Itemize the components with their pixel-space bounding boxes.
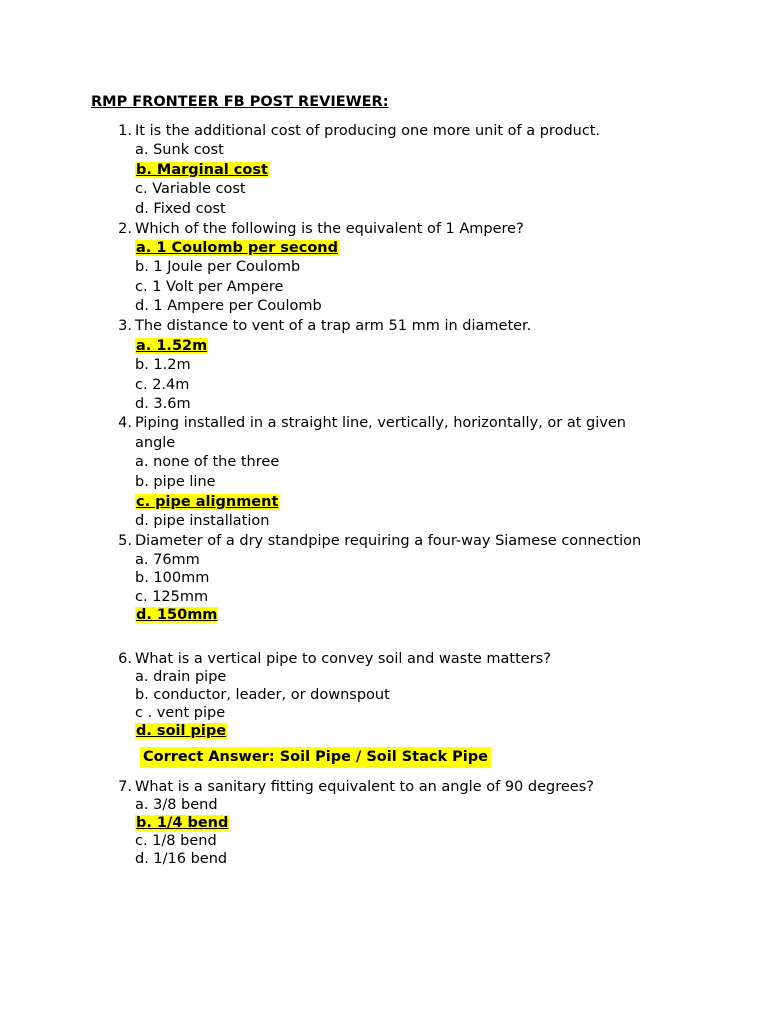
option: c . vent pipe [135, 705, 226, 721]
page-title: RMP FRONTEER FB POST REVIEWER: [91, 94, 389, 110]
option: b. pipe line [135, 474, 216, 490]
question-number: 5. [118, 533, 132, 549]
question-text-line: Piping installed in a straight line, vertically, horizontally, or at given [135, 415, 626, 431]
option-correct [135, 493, 279, 512]
option: c. 125mm [135, 589, 209, 605]
option: b. 1.2m [135, 357, 191, 373]
question-number: 2. [118, 221, 132, 237]
question-text: The distance to vent of a trap arm 51 mm in diameter. [135, 318, 532, 334]
option: b. conductor, leader, or downspout [135, 687, 390, 703]
option-correct [135, 337, 208, 356]
option: a. 76mm [135, 552, 200, 568]
option-correct [135, 161, 269, 180]
option: c. 1 Volt per Ampere [135, 279, 284, 295]
question-number: 6. [118, 651, 132, 667]
option-correct [135, 814, 229, 833]
question-text: What is a vertical pipe to convey soil and waste matters? [135, 651, 551, 667]
correct-answer-note: Correct Answer: Soil Pipe / Soil Stack Pipe [140, 747, 491, 768]
option: d. 3.6m [135, 396, 191, 412]
option: c. 1/8 bend [135, 833, 217, 849]
question-text: What is a sanitary fitting equivalent to an angle of 90 degrees? [135, 779, 594, 795]
option: a. 3/8 bend [135, 797, 218, 813]
correct-highlight: d. soil pipe [136, 723, 227, 739]
question-number: 3. [118, 318, 132, 334]
question-number: 4. [118, 415, 132, 431]
option: a. none of the three [135, 454, 280, 470]
question-number: 7. [118, 779, 132, 795]
question-text: Which of the following is the equivalent of 1 Ampere? [135, 221, 524, 237]
option: d. pipe installation [135, 513, 270, 529]
option-correct [135, 606, 218, 625]
correct-highlight: b. 1/4 bend [136, 815, 229, 831]
correct-highlight: a. 1.52m [136, 338, 208, 354]
correct-highlight: d. 150mm [136, 607, 218, 623]
correct-highlight: b. Marginal cost [136, 162, 268, 178]
option: b. 100mm [135, 570, 210, 586]
option-correct [135, 239, 339, 258]
option: a. drain pipe [135, 669, 227, 685]
correct-highlight: c. pipe alignment [136, 494, 279, 510]
question-number: 1. [118, 123, 132, 139]
question-text-line: angle [135, 435, 176, 451]
option: c. Variable cost [135, 181, 246, 197]
option: d. 1 Ampere per Coulomb [135, 298, 322, 314]
option: a. Sunk cost [135, 142, 224, 158]
question-text: It is the additional cost of producing one more unit of a product. [135, 123, 601, 139]
option: d. 1/16 bend [135, 851, 228, 867]
option: b. 1 Joule per Coulomb [135, 259, 301, 275]
correct-highlight: a. 1 Coulomb per second [136, 240, 339, 256]
question-text: Diameter of a dry standpipe requiring a four-way Siamese connection [135, 533, 642, 549]
option-correct [135, 722, 227, 741]
option: d. Fixed cost [135, 201, 226, 217]
option: c. 2.4m [135, 377, 190, 393]
